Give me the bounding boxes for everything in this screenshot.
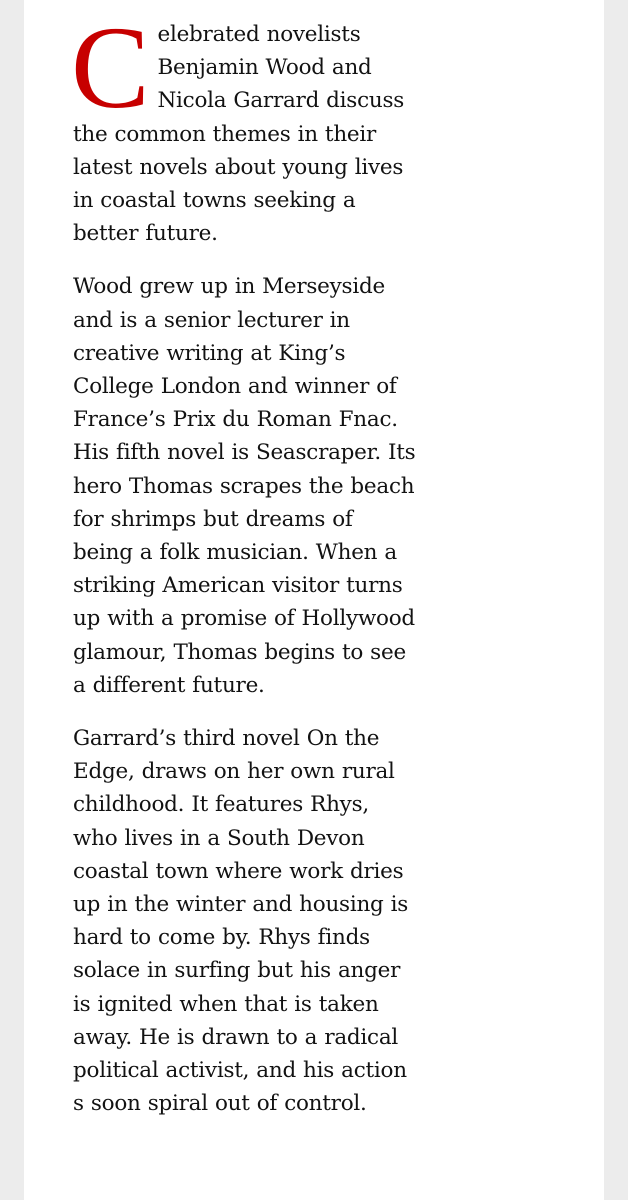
garrard-paragraph: Garrard’s third novel On the Edge, draws on her own rural childhood. It features Rhys, who lives in a South Devon coastal town where work dries up in the winter and housing is hard to come by. Rhys finds solace in surfing but his anger is ignited when that is taken away. He is drawn to a radical political activist, and his action s soon spiral out of control.	[73, 726, 409, 1117]
article-page	[24, 0, 604, 1200]
drop-cap: C	[71, 2, 150, 133]
wood-paragraph: Wood grew up in Merseyside and is a senior lecturer in creative writing at King’s College London and winner of France’s Prix du Roman Fnac. His fifth novel is Seascraper. Its hero Thomas scrapes the beach for shrimps but dreams of being a folk musician. When a striking American visitor turns up with a promise of Hollywood glamour, Thomas begins to see a different future.	[73, 274, 416, 698]
article-body	[71, 2, 418, 1141]
intro-paragraph	[71, 2, 418, 250]
intro-paragraph-text: elebrated novelists Benjamin Wood and Nicola Garrard discuss the common themes in their latest novels about young lives in coastal towns seeking a better future.	[73, 22, 405, 247]
